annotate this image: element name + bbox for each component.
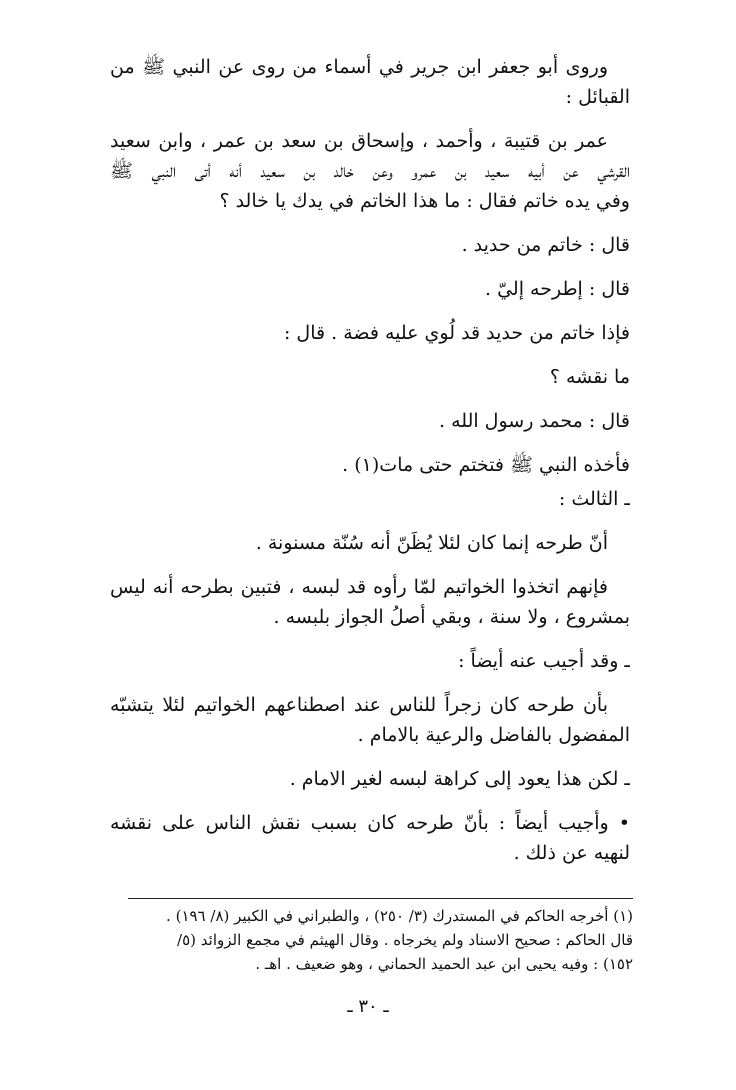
text-line: القرشي عن أبيه سعيد بن عمرو وعن خالد بن سعيد أنه أتى النبي ﷺ [110,160,630,182]
text-line: ما نقشه ؟ [549,366,630,388]
text-line: عمر بن قتيبة ، وأحمد ، وإسحاق بن سعد بن عمر ، وابن سعيد [110,130,608,152]
main-text [110,52,630,868]
text-line: وروى أبو جعفر ابن جرير في أسماء من روى عن النبي ﷺ من [110,56,608,78]
footnote-divider [128,898,633,899]
footnote-line: قال الحاكم : صحيح الاسناد ولم يخرجاه . وقال الهيثم في مجمع الزوائد (٥/ [177,931,633,949]
text-line: فإذا خاتم من حديد قد لُوي عليه فضة . قال : [283,322,630,344]
text-line: بأن طرحه كان زجراً للناس عند اصطناعهم الخواتيم لئلا يتشبّه [110,694,608,716]
text-line: قال : محمد رسول الله . [439,410,630,432]
text-line: القبائل : [565,86,630,108]
section-heading: ـ وقد أجيب عنه أيضاً : [458,650,630,672]
text-line: أنّ طرحه إنما كان لئلا يُظَنّ أنه سُنّة مسنونة . [255,532,608,554]
text-line: فأخذه النبي ﷺ فتختم حتى مات(١) . [342,454,630,476]
text-line: لنهيه عن ذلك . [513,842,630,864]
footnote-line: (١) أخرجه الحاكم في المستدرك (٣/ ٢٥٠) ، والطبراني في الكبير (٨/ ١٩٦) . [166,907,633,925]
text-line: المفضول بالفاضل والرعية بالامام . [357,724,630,746]
footnotes [128,904,633,976]
text-line: • وأجيب أيضاً : بأنّ طرحه كان بسبب نقش الناس على نقشه [110,812,630,834]
text-line: فإنهم اتخذوا الخواتيم لمّا رأوه قد لبسه ، فتبين بطرحه أنه ليس [110,576,608,598]
section-heading: ـ الثالث : [558,488,630,510]
footnote-line: ١٥٢) : وفيه يحيى ابن عبد الحميد الحماني ، وهو ضعيف . اهـ . [255,955,633,973]
text-line: قال : إطرحه إليّ . [485,278,630,300]
page-number: ـ ٣٠ ـ [347,996,389,1017]
text-line: ـ لكن هذا يعود إلى كراهة لبسه لغير الامام . [289,768,630,790]
text-line: قال : خاتم من حديد . [461,234,630,256]
text-line: بمشروع ، ولا سنة ، وبقي أصلُ الجواز بلبسه . [273,606,630,628]
text-line: وفي يده خاتم فقال : ما هذا الخاتم في يدك يا خالد ؟ [219,190,630,212]
